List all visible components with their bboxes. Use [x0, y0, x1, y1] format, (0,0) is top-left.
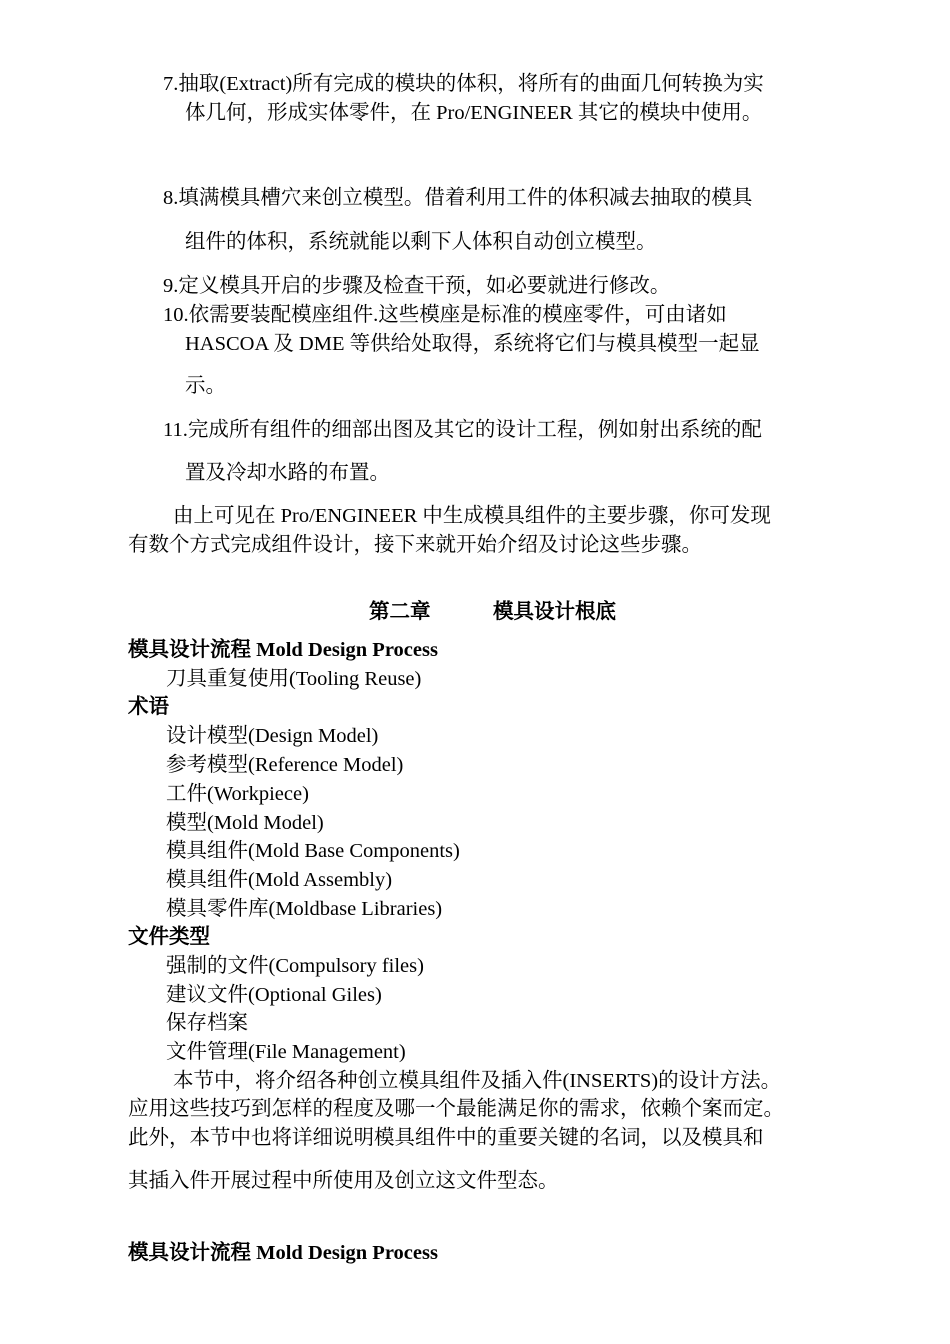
- toc-term-item: 模具组件(Mold Base Components): [166, 840, 460, 862]
- step-10-line-2: HASCOA 及 DME 等供给处取得，系统将它们与模具模型一起显: [185, 333, 760, 355]
- toc-file-item: 强制的文件(Compulsory files): [166, 955, 424, 977]
- toc-term-item: 参考模型(Reference Model): [166, 754, 404, 776]
- step-8-line-2: 组件的体积，系统就能以剩下人体积自动创立模型。: [185, 231, 657, 253]
- toc-term-item: 模具零件库(Moldbase Libraries): [166, 898, 443, 920]
- section-heading-mold-design-process-2: 模具设计流程 Mold Design Process: [128, 1242, 438, 1264]
- toc-item-tooling-reuse: 刀具重复使用(Tooling Reuse): [166, 668, 422, 690]
- intro-line-1: 本节中，将介绍各种创立模具组件及插入件(INSERTS)的设计方法。: [173, 1070, 782, 1092]
- section-heading-terms: 术语: [128, 696, 169, 718]
- intro-line-4: 其插入件开展过程中所使用及创立这文件型态。: [128, 1170, 559, 1192]
- toc-file-item: 文件管理(File Management): [166, 1041, 406, 1063]
- section-heading-file-types: 文件类型: [128, 926, 210, 948]
- step-7-line-2: 体几何，形成实体零件，在 Pro/ENGINEER 其它的模块中使用。: [185, 102, 763, 124]
- step-10-line-3: 示。: [185, 375, 226, 397]
- step-11-line-2: 置及冷却水路的布置。: [185, 462, 390, 484]
- step-7-line-1: 7.抽取(Extract)所有完成的模块的体积，将所有的曲面几何转换为实: [163, 73, 764, 95]
- summary-line-1: 由上可见在 Pro/ENGINEER 中生成模具组件的主要步骤，你可发现: [173, 505, 771, 527]
- toc-term-item: 模型(Mold Model): [166, 812, 324, 834]
- chapter-number: 第二章: [369, 601, 431, 623]
- step-10-line-1: 10.依需要装配模座组件.这些模座是标准的模座零件，可由诸如: [163, 304, 727, 326]
- intro-line-2: 应用这些技巧到怎样的程度及哪一个最能满足你的需求，依赖个案而定。: [128, 1098, 784, 1120]
- section-heading-mold-design-process: 模具设计流程 Mold Design Process: [128, 639, 438, 661]
- step-8-line-1: 8.填满模具槽穴来创立模型。借着利用工件的体积减去抽取的模具: [163, 187, 753, 209]
- intro-line-3: 此外，本节中也将详细说明模具组件中的重要关键的名词，以及模具和: [128, 1127, 764, 1149]
- toc-term-item: 设计模型(Design Model): [166, 725, 379, 747]
- toc-file-item: 保存档案: [166, 1012, 248, 1034]
- chapter-title: 模具设计根底: [493, 601, 616, 623]
- toc-file-item: 建议文件(Optional Giles): [166, 984, 382, 1006]
- step-11-line-1: 11.完成所有组件的细部出图及其它的设计工程，例如射出系统的配: [163, 419, 762, 441]
- toc-term-item: 模具组件(Mold Assembly): [166, 869, 393, 891]
- step-9-line-1: 9.定义模具开启的步骤及检查干预，如必要就进行修改。: [163, 275, 671, 297]
- toc-term-item: 工件(Workpiece): [166, 783, 309, 805]
- summary-line-2: 有数个方式完成组件设计，接下来就开始介绍及讨论这些步骤。: [128, 534, 702, 556]
